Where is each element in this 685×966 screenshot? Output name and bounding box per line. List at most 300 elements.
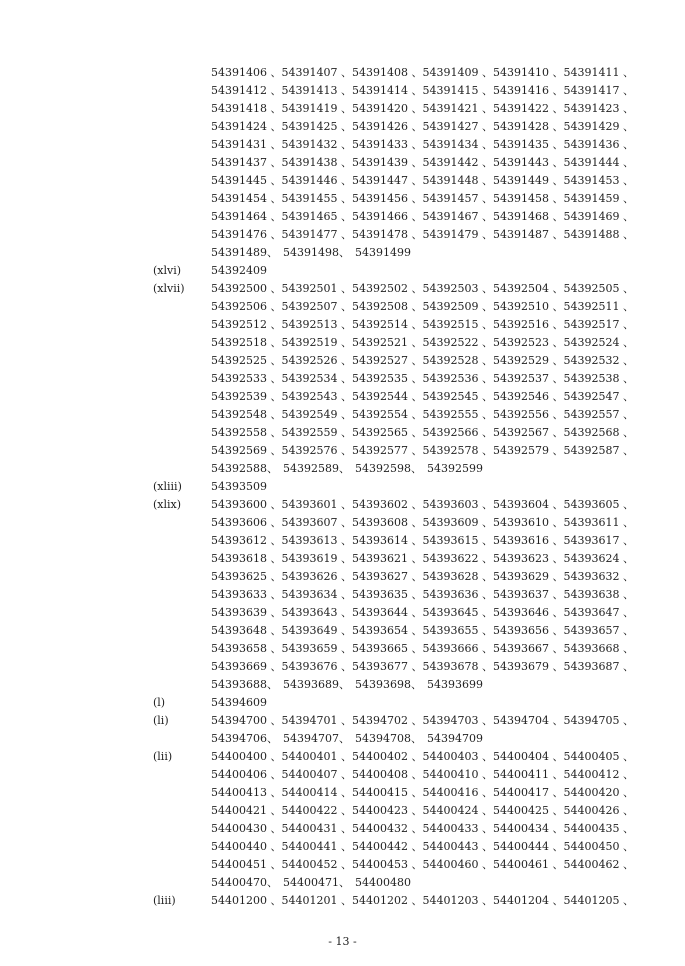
code-number: 54391413 、 bbox=[281, 84, 352, 97]
code-number: 54400453 、 bbox=[352, 858, 423, 871]
code-line bbox=[211, 856, 634, 874]
code-number: 54393687 、 bbox=[563, 660, 634, 673]
code-number: 54391488 、 bbox=[563, 228, 634, 241]
code-number: 54400450 、 bbox=[563, 840, 634, 853]
entry-codes bbox=[211, 694, 623, 712]
code-number: 54391449 、 bbox=[493, 174, 564, 187]
code-number: 54391469 、 bbox=[563, 210, 634, 223]
code-number: 54392519 、 bbox=[281, 336, 352, 349]
code-number: 54392528 、 bbox=[422, 354, 493, 367]
code-line bbox=[211, 586, 634, 604]
code-number: 54394708、 bbox=[355, 732, 422, 745]
code-number: 54392532 、 bbox=[563, 354, 634, 367]
code-number: 54400404 、 bbox=[493, 750, 564, 763]
code-number: 54391455 、 bbox=[281, 192, 352, 205]
code-number: 54392589、 bbox=[283, 462, 350, 475]
code-line bbox=[211, 802, 634, 820]
code-number: 54391456 、 bbox=[352, 192, 423, 205]
code-number: 54392409 bbox=[211, 264, 267, 277]
code-number: 54393616 、 bbox=[493, 534, 564, 547]
code-number: 54400421 、 bbox=[211, 804, 282, 817]
code-number: 54400426 、 bbox=[563, 804, 634, 817]
list-entry bbox=[153, 748, 634, 892]
code-number: 54392579 、 bbox=[493, 444, 564, 457]
code-line bbox=[211, 658, 634, 676]
code-number: 54392513 、 bbox=[281, 318, 352, 331]
code-number: 54400430 、 bbox=[211, 822, 282, 835]
code-number: 54391465 、 bbox=[281, 210, 352, 223]
list-entry bbox=[153, 892, 634, 910]
code-number: 54392588、 bbox=[211, 462, 278, 475]
code-number: 54400440 、 bbox=[211, 840, 282, 853]
code-number: 54391412 、 bbox=[211, 84, 282, 97]
code-number: 54394701 、 bbox=[281, 714, 352, 727]
code-number: 54391411 、 bbox=[563, 66, 634, 79]
code-number: 54391423 、 bbox=[563, 102, 634, 115]
code-line bbox=[211, 406, 634, 424]
code-number: 54393679 、 bbox=[493, 660, 564, 673]
code-number: 54391419 、 bbox=[281, 102, 352, 115]
code-number: 54392524 、 bbox=[563, 336, 634, 349]
code-number: 54393627 、 bbox=[352, 570, 423, 583]
code-number: 54394609 bbox=[211, 696, 267, 709]
code-number: 54393646 、 bbox=[493, 606, 564, 619]
code-number: 54393649 、 bbox=[281, 624, 352, 637]
code-number: 54393647 、 bbox=[563, 606, 634, 619]
code-number: 54391447 、 bbox=[352, 174, 423, 187]
code-number: 54392508 、 bbox=[352, 300, 423, 313]
code-number: 54392547 、 bbox=[563, 390, 634, 403]
code-number: 54392535 、 bbox=[352, 372, 423, 385]
code-number: 54393689、 bbox=[283, 678, 350, 691]
code-number: 54392549 、 bbox=[281, 408, 352, 421]
code-line bbox=[211, 766, 634, 784]
code-number: 54393633 、 bbox=[211, 588, 282, 601]
code-number: 54392511 、 bbox=[563, 300, 634, 313]
list-entry bbox=[153, 64, 634, 262]
code-line bbox=[211, 424, 634, 442]
code-number: 54391420 、 bbox=[352, 102, 423, 115]
code-number: 54400433 、 bbox=[422, 822, 493, 835]
code-number: 54392548 、 bbox=[211, 408, 282, 421]
entry-label: (xlix) bbox=[153, 498, 182, 511]
code-number: 54391427 、 bbox=[422, 120, 493, 133]
code-number: 54393699 bbox=[427, 678, 483, 691]
code-line bbox=[211, 136, 634, 154]
code-number: 54394703 、 bbox=[422, 714, 493, 727]
code-number: 54393665 、 bbox=[352, 642, 423, 655]
code-number: 54400431 、 bbox=[281, 822, 352, 835]
code-number: 54393643 、 bbox=[281, 606, 352, 619]
code-number: 54391454 、 bbox=[211, 192, 282, 205]
code-number: 54394709 bbox=[427, 732, 483, 745]
code-number: 54392566 、 bbox=[422, 426, 493, 439]
code-number: 54400408 、 bbox=[352, 768, 423, 781]
entry-codes bbox=[211, 64, 634, 262]
code-number: 54391467 、 bbox=[422, 210, 493, 223]
code-number: 54392538 、 bbox=[563, 372, 634, 385]
code-number: 54400432 、 bbox=[352, 822, 423, 835]
code-number: 54391424 、 bbox=[211, 120, 282, 133]
code-line bbox=[211, 244, 634, 262]
code-number: 54392525 、 bbox=[211, 354, 282, 367]
code-number: 54392568 、 bbox=[563, 426, 634, 439]
code-number: 54391436 、 bbox=[563, 138, 634, 151]
document-body bbox=[153, 64, 634, 910]
code-line bbox=[211, 82, 634, 100]
code-line bbox=[211, 64, 634, 82]
entry-codes bbox=[211, 262, 623, 280]
code-number: 54401204 、 bbox=[493, 894, 564, 907]
entry-codes bbox=[211, 892, 634, 910]
entry-label: (xlvi) bbox=[153, 264, 182, 277]
code-number: 54392558 、 bbox=[211, 426, 282, 439]
code-number: 54400451 、 bbox=[211, 858, 282, 871]
code-number: 54391432 、 bbox=[281, 138, 352, 151]
list-entry bbox=[153, 478, 623, 496]
code-number: 54392546 、 bbox=[493, 390, 564, 403]
code-line bbox=[211, 442, 634, 460]
code-number: 54400470、 bbox=[211, 876, 278, 889]
code-number: 54391468 、 bbox=[493, 210, 564, 223]
code-number: 54392502 、 bbox=[352, 282, 423, 295]
list-entry bbox=[153, 694, 623, 712]
code-number: 54391476 、 bbox=[211, 228, 282, 241]
entry-label bbox=[153, 64, 211, 262]
code-number: 54392521 、 bbox=[352, 336, 423, 349]
code-number: 54392576 、 bbox=[281, 444, 352, 457]
code-line bbox=[211, 460, 634, 478]
entry-codes bbox=[211, 712, 634, 748]
code-number: 54392598、 bbox=[355, 462, 422, 475]
code-number: 54400441 、 bbox=[281, 840, 352, 853]
code-number: 54392543 、 bbox=[281, 390, 352, 403]
code-number: 54401200 、 bbox=[211, 894, 282, 907]
code-number: 54393623 、 bbox=[493, 552, 564, 565]
code-number: 54393624 、 bbox=[563, 552, 634, 565]
entry-codes bbox=[211, 496, 634, 694]
code-number: 54392536 、 bbox=[422, 372, 493, 385]
code-line bbox=[211, 730, 634, 748]
entry-label: (xliii) bbox=[153, 480, 182, 493]
code-number: 54393602 、 bbox=[352, 498, 423, 511]
code-number: 54392503 、 bbox=[422, 282, 493, 295]
code-number: 54392526 、 bbox=[281, 354, 352, 367]
code-number: 54391453 、 bbox=[563, 174, 634, 187]
code-line bbox=[211, 370, 634, 388]
code-number: 54400461 、 bbox=[493, 858, 564, 871]
code-line bbox=[211, 568, 634, 586]
code-number: 54391445 、 bbox=[211, 174, 282, 187]
code-line bbox=[211, 550, 634, 568]
code-line bbox=[211, 118, 634, 136]
code-line bbox=[211, 298, 634, 316]
code-number: 54401201 、 bbox=[281, 894, 352, 907]
code-number: 54391425 、 bbox=[281, 120, 352, 133]
code-number: 54393618 、 bbox=[211, 552, 282, 565]
code-line bbox=[211, 496, 634, 514]
code-line bbox=[211, 748, 634, 766]
code-number: 54400406 、 bbox=[211, 768, 282, 781]
code-number: 54393667 、 bbox=[493, 642, 564, 655]
code-number: 54400414 、 bbox=[281, 786, 352, 799]
code-number: 54393609 、 bbox=[422, 516, 493, 529]
code-number: 54393628 、 bbox=[422, 570, 493, 583]
list-entry bbox=[153, 262, 623, 280]
code-line bbox=[211, 352, 634, 370]
code-number: 54393666 、 bbox=[422, 642, 493, 655]
code-line bbox=[211, 874, 634, 892]
code-number: 54393688、 bbox=[211, 678, 278, 691]
entry-label: (lii) bbox=[153, 750, 173, 763]
code-number: 54393619 、 bbox=[281, 552, 352, 565]
code-number: 54400411 、 bbox=[493, 768, 564, 781]
code-number: 54392527 、 bbox=[352, 354, 423, 367]
code-number: 54392587 、 bbox=[563, 444, 634, 457]
code-line bbox=[211, 190, 634, 208]
code-number: 54394706、 bbox=[211, 732, 278, 745]
code-number: 54400462 、 bbox=[563, 858, 634, 871]
code-number: 54392554 、 bbox=[352, 408, 423, 421]
code-number: 54393615 、 bbox=[422, 534, 493, 547]
code-number: 54400422 、 bbox=[281, 804, 352, 817]
code-number: 54392516 、 bbox=[493, 318, 564, 331]
code-number: 54393644 、 bbox=[352, 606, 423, 619]
code-number: 54392567 、 bbox=[493, 426, 564, 439]
code-number: 54391446 、 bbox=[281, 174, 352, 187]
code-number: 54392557 、 bbox=[563, 408, 634, 421]
code-number: 54392599 bbox=[427, 462, 483, 475]
code-number: 54400413 、 bbox=[211, 786, 282, 799]
code-number: 54400471、 bbox=[283, 876, 350, 889]
code-number: 54393601 、 bbox=[281, 498, 352, 511]
code-number: 54393657 、 bbox=[563, 624, 634, 637]
code-number: 54394702 、 bbox=[352, 714, 423, 727]
code-number: 54391498、 bbox=[283, 246, 350, 259]
code-number: 54393617 、 bbox=[563, 534, 634, 547]
code-line bbox=[211, 262, 623, 280]
code-line bbox=[211, 892, 634, 910]
list-entry bbox=[153, 280, 634, 478]
code-number: 54392523 、 bbox=[493, 336, 564, 349]
code-number: 54392500 、 bbox=[211, 282, 282, 295]
code-number: 54392577 、 bbox=[352, 444, 423, 457]
code-line bbox=[211, 226, 634, 244]
code-number: 54392539 、 bbox=[211, 390, 282, 403]
code-number: 54391415 、 bbox=[422, 84, 493, 97]
code-number: 54392537 、 bbox=[493, 372, 564, 385]
code-number: 54391448 、 bbox=[422, 174, 493, 187]
code-number: 54400403 、 bbox=[422, 750, 493, 763]
code-number: 54400444 、 bbox=[493, 840, 564, 853]
code-number: 54393634 、 bbox=[281, 588, 352, 601]
code-number: 54400435 、 bbox=[563, 822, 634, 835]
code-number: 54392515 、 bbox=[422, 318, 493, 331]
code-line bbox=[211, 604, 634, 622]
code-number: 54400412 、 bbox=[563, 768, 634, 781]
code-number: 54393605 、 bbox=[563, 498, 634, 511]
code-number: 54393648 、 bbox=[211, 624, 282, 637]
code-number: 54391416 、 bbox=[493, 84, 564, 97]
code-line bbox=[211, 100, 634, 118]
code-number: 54393677 、 bbox=[352, 660, 423, 673]
code-number: 54391434 、 bbox=[422, 138, 493, 151]
code-number: 54393698、 bbox=[355, 678, 422, 691]
code-number: 54391428 、 bbox=[493, 120, 564, 133]
code-line bbox=[211, 334, 634, 352]
code-number: 54391409 、 bbox=[422, 66, 493, 79]
code-number: 54400423 、 bbox=[352, 804, 423, 817]
code-number: 54393638 、 bbox=[563, 588, 634, 601]
code-number: 54393606 、 bbox=[211, 516, 282, 529]
code-number: 54392506 、 bbox=[211, 300, 282, 313]
code-number: 54391458 、 bbox=[493, 192, 564, 205]
code-number: 54393509 bbox=[211, 480, 267, 493]
code-number: 54394705 、 bbox=[563, 714, 634, 727]
code-number: 54393612 、 bbox=[211, 534, 282, 547]
code-number: 54391438 、 bbox=[281, 156, 352, 169]
code-number: 54391431 、 bbox=[211, 138, 282, 151]
code-line bbox=[211, 172, 634, 190]
code-number: 54392545 、 bbox=[422, 390, 493, 403]
code-number: 54392555 、 bbox=[422, 408, 493, 421]
code-number: 54391437 、 bbox=[211, 156, 282, 169]
code-number: 54400400 、 bbox=[211, 750, 282, 763]
code-number: 54391439 、 bbox=[352, 156, 423, 169]
entry-codes bbox=[211, 280, 634, 478]
code-line bbox=[211, 838, 634, 856]
code-number: 54393622 、 bbox=[422, 552, 493, 565]
code-number: 54391478 、 bbox=[352, 228, 423, 241]
code-number: 54400442 、 bbox=[352, 840, 423, 853]
code-line bbox=[211, 622, 634, 640]
code-number: 54400405 、 bbox=[563, 750, 634, 763]
page-number: - 13 - bbox=[328, 935, 357, 948]
code-number: 54391410 、 bbox=[493, 66, 564, 79]
code-number: 54391417 、 bbox=[563, 84, 634, 97]
entry-label: (xlvii) bbox=[153, 282, 185, 295]
code-number: 54394700 、 bbox=[211, 714, 282, 727]
code-number: 54393632 、 bbox=[563, 570, 634, 583]
code-number: 54392534 、 bbox=[281, 372, 352, 385]
code-number: 54391421 、 bbox=[422, 102, 493, 115]
code-number: 54393655 、 bbox=[422, 624, 493, 637]
code-number: 54392544 、 bbox=[352, 390, 423, 403]
code-line bbox=[211, 514, 634, 532]
code-number: 54392559 、 bbox=[281, 426, 352, 439]
code-line bbox=[211, 388, 634, 406]
list-entry bbox=[153, 496, 634, 694]
code-number: 54401205 、 bbox=[563, 894, 634, 907]
entry-codes bbox=[211, 478, 623, 496]
code-number: 54393629 、 bbox=[493, 570, 564, 583]
code-line bbox=[211, 280, 634, 298]
code-number: 54391457 、 bbox=[422, 192, 493, 205]
code-line bbox=[211, 478, 623, 496]
code-number: 54392510 、 bbox=[493, 300, 564, 313]
code-number: 54400480 bbox=[355, 876, 411, 889]
code-line bbox=[211, 154, 634, 172]
code-line bbox=[211, 676, 634, 694]
code-line bbox=[211, 532, 634, 550]
code-number: 54400401 、 bbox=[281, 750, 352, 763]
code-number: 54392505 、 bbox=[563, 282, 634, 295]
code-line bbox=[211, 712, 634, 730]
code-line bbox=[211, 694, 623, 712]
code-number: 54391429 、 bbox=[563, 120, 634, 133]
code-number: 54393607 、 bbox=[281, 516, 352, 529]
code-number: 54394704 、 bbox=[493, 714, 564, 727]
code-number: 54393654 、 bbox=[352, 624, 423, 637]
code-number: 54391414 、 bbox=[352, 84, 423, 97]
code-number: 54392504 、 bbox=[493, 282, 564, 295]
code-number: 54393635 、 bbox=[352, 588, 423, 601]
code-number: 54400452 、 bbox=[281, 858, 352, 871]
code-number: 54392517 、 bbox=[563, 318, 634, 331]
code-number: 54392509 、 bbox=[422, 300, 493, 313]
code-number: 54391442 、 bbox=[422, 156, 493, 169]
code-number: 54391459 、 bbox=[563, 192, 634, 205]
code-number: 54393621 、 bbox=[352, 552, 423, 565]
code-number: 54391433 、 bbox=[352, 138, 423, 151]
code-number: 54392569 、 bbox=[211, 444, 282, 457]
entry-label: (l) bbox=[153, 696, 166, 709]
code-number: 54400425 、 bbox=[493, 804, 564, 817]
code-number: 54391499 bbox=[355, 246, 411, 259]
code-number: 54400410 、 bbox=[422, 768, 493, 781]
code-number: 54392501 、 bbox=[281, 282, 352, 295]
code-number: 54391406 、 bbox=[211, 66, 282, 79]
code-number: 54392507 、 bbox=[281, 300, 352, 313]
code-number: 54391435 、 bbox=[493, 138, 564, 151]
code-number: 54400443 、 bbox=[422, 840, 493, 853]
code-number: 54400417 、 bbox=[493, 786, 564, 799]
code-number: 54392522 、 bbox=[422, 336, 493, 349]
code-number: 54393636 、 bbox=[422, 588, 493, 601]
code-number: 54393645 、 bbox=[422, 606, 493, 619]
code-number: 54391479 、 bbox=[422, 228, 493, 241]
code-number: 54391408 、 bbox=[352, 66, 423, 79]
list-entry bbox=[153, 712, 634, 748]
code-number: 54393604 、 bbox=[493, 498, 564, 511]
code-number: 54393676 、 bbox=[281, 660, 352, 673]
code-line bbox=[211, 784, 634, 802]
code-number: 54393668 、 bbox=[563, 642, 634, 655]
code-number: 54391487 、 bbox=[493, 228, 564, 241]
code-number: 54393658 、 bbox=[211, 642, 282, 655]
code-number: 54400415 、 bbox=[352, 786, 423, 799]
code-number: 54391426 、 bbox=[352, 120, 423, 133]
code-number: 54400407 、 bbox=[281, 768, 352, 781]
code-number: 54392578 、 bbox=[422, 444, 493, 457]
code-number: 54391466 、 bbox=[352, 210, 423, 223]
code-line bbox=[211, 820, 634, 838]
code-number: 54393603 、 bbox=[422, 498, 493, 511]
code-number: 54393608 、 bbox=[352, 516, 423, 529]
code-number: 54400460 、 bbox=[422, 858, 493, 871]
code-number: 54392556 、 bbox=[493, 408, 564, 421]
entry-codes bbox=[211, 748, 634, 892]
code-number: 54391444 、 bbox=[563, 156, 634, 169]
code-number: 54393600 、 bbox=[211, 498, 282, 511]
code-number: 54393611 、 bbox=[563, 516, 634, 529]
code-number: 54393637 、 bbox=[493, 588, 564, 601]
code-number: 54391489、 bbox=[211, 246, 278, 259]
code-number: 54400416 、 bbox=[422, 786, 493, 799]
code-number: 54393656 、 bbox=[493, 624, 564, 637]
entry-label: (liii) bbox=[153, 894, 176, 907]
code-number: 54391443 、 bbox=[493, 156, 564, 169]
